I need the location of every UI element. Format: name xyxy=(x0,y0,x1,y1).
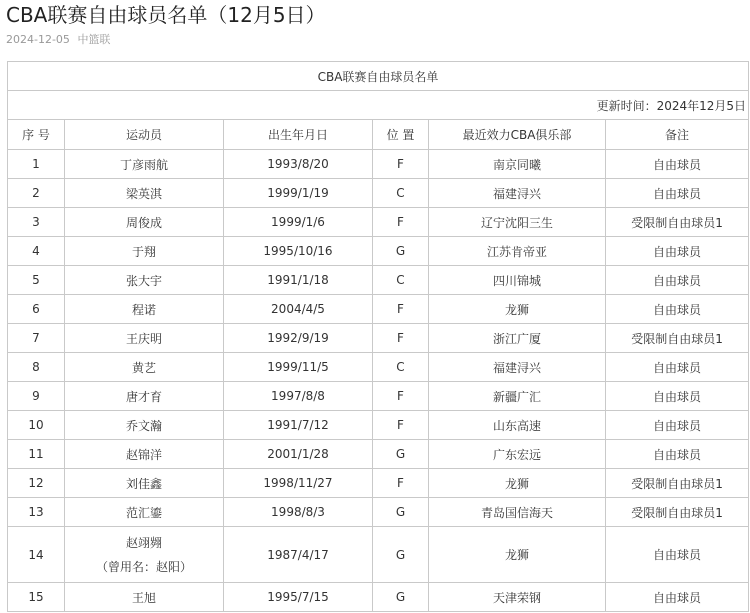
cell-club: 龙狮 xyxy=(429,527,606,583)
cell-birthdate: 1995/7/15 xyxy=(224,583,373,612)
cell-number: 11 xyxy=(8,440,65,469)
cell-note: 受限制自由球员1 xyxy=(606,324,749,353)
cell-club: 天津荣钢 xyxy=(429,583,606,612)
cell-note: 自由球员 xyxy=(606,353,749,382)
table-body xyxy=(8,150,749,612)
cell-birthdate: 2004/4/5 xyxy=(224,295,373,324)
table-update-row xyxy=(8,91,749,120)
cell-position: F xyxy=(373,324,429,353)
cell-position: F xyxy=(373,382,429,411)
cell-position: G xyxy=(373,440,429,469)
cell-birthdate: 1999/1/6 xyxy=(224,208,373,237)
cell-player: 范汇鎏 xyxy=(65,498,224,527)
source-link[interactable]: 中篮联 xyxy=(77,33,111,46)
cell-birthdate: 1991/7/12 xyxy=(224,411,373,440)
cell-player xyxy=(65,527,224,583)
cell-club: 辽宁沈阳三生 xyxy=(429,208,606,237)
publish-date: 2024-12-05 xyxy=(6,33,70,46)
cell-note: 自由球员 xyxy=(606,179,749,208)
cell-position: F xyxy=(373,208,429,237)
cell-birthdate: 1993/8/20 xyxy=(224,150,373,179)
cell-note: 自由球员 xyxy=(606,266,749,295)
cell-player: 王庆明 xyxy=(65,324,224,353)
cell-birthdate: 1991/1/18 xyxy=(224,266,373,295)
cell-birthdate: 1998/11/27 xyxy=(224,469,373,498)
cell-position: C xyxy=(373,266,429,295)
cell-number: 9 xyxy=(8,382,65,411)
table-row xyxy=(8,382,749,411)
table-row xyxy=(8,208,749,237)
cell-player: 赵锦洋 xyxy=(65,440,224,469)
cell-player: 唐才育 xyxy=(65,382,224,411)
cell-club: 浙江广厦 xyxy=(429,324,606,353)
cell-club: 新疆广汇 xyxy=(429,382,606,411)
table-row xyxy=(8,583,749,612)
table-row xyxy=(8,440,749,469)
cell-player: 梁英淇 xyxy=(65,179,224,208)
cell-club: 福建浔兴 xyxy=(429,353,606,382)
cell-note: 受限制自由球员1 xyxy=(606,498,749,527)
cell-number: 13 xyxy=(8,498,65,527)
table-header-row xyxy=(8,120,749,150)
cell-number: 7 xyxy=(8,324,65,353)
cell-club: 青岛国信海天 xyxy=(429,498,606,527)
cell-player: 程诺 xyxy=(65,295,224,324)
cell-position: F xyxy=(373,469,429,498)
cell-position: F xyxy=(373,411,429,440)
cell-club: 福建浔兴 xyxy=(429,179,606,208)
cell-note: 自由球员 xyxy=(606,382,749,411)
table-row xyxy=(8,266,749,295)
cell-number: 4 xyxy=(8,237,65,266)
cell-position: G xyxy=(373,498,429,527)
cell-note: 受限制自由球员1 xyxy=(606,208,749,237)
header-note: 备注 xyxy=(606,120,749,150)
cell-player: 周俊成 xyxy=(65,208,224,237)
cell-club: 龙狮 xyxy=(429,469,606,498)
cell-number: 14 xyxy=(8,527,65,583)
table-row xyxy=(8,469,749,498)
free-agent-table xyxy=(7,61,749,612)
cell-club: 龙狮 xyxy=(429,295,606,324)
cell-birthdate: 1999/1/19 xyxy=(224,179,373,208)
cell-note: 自由球员 xyxy=(606,237,749,266)
header-position: 位 置 xyxy=(373,120,429,150)
cell-club: 四川锦城 xyxy=(429,266,606,295)
cell-number: 1 xyxy=(8,150,65,179)
table-row xyxy=(8,527,749,583)
cell-position: G xyxy=(373,237,429,266)
header-birthdate: 出生年月日 xyxy=(224,120,373,150)
table-row xyxy=(8,179,749,208)
cell-number: 12 xyxy=(8,469,65,498)
article-title: CBA联赛自由球员名单（12月5日） xyxy=(6,3,326,27)
cell-player: 于翔 xyxy=(65,237,224,266)
cell-position: F xyxy=(373,295,429,324)
cell-club: 江苏肯帝亚 xyxy=(429,237,606,266)
cell-note: 自由球员 xyxy=(606,150,749,179)
cell-player: 刘佳鑫 xyxy=(65,469,224,498)
cell-note: 受限制自由球员1 xyxy=(606,469,749,498)
cell-birthdate: 1987/4/17 xyxy=(224,527,373,583)
cell-number: 2 xyxy=(8,179,65,208)
cell-position: C xyxy=(373,179,429,208)
cell-number: 5 xyxy=(8,266,65,295)
cell-birthdate: 1995/10/16 xyxy=(224,237,373,266)
player-former-name: （曾用名：赵阳） xyxy=(95,559,192,574)
table-row xyxy=(8,498,749,527)
cell-player: 王旭 xyxy=(65,583,224,612)
cell-player: 乔文瀚 xyxy=(65,411,224,440)
cell-note: 自由球员 xyxy=(606,440,749,469)
cell-club: 山东高速 xyxy=(429,411,606,440)
cell-note: 自由球员 xyxy=(606,527,749,583)
cell-number: 6 xyxy=(8,295,65,324)
cell-birthdate: 1999/11/5 xyxy=(224,353,373,382)
cell-player: 张大宇 xyxy=(65,266,224,295)
cell-number: 10 xyxy=(8,411,65,440)
free-agent-table-wrapper xyxy=(7,61,748,612)
cell-position: G xyxy=(373,527,429,583)
cell-birthdate: 1998/8/3 xyxy=(224,498,373,527)
cell-note: 自由球员 xyxy=(606,295,749,324)
table-row xyxy=(8,150,749,179)
table-row xyxy=(8,295,749,324)
cell-birthdate: 1997/8/8 xyxy=(224,382,373,411)
cell-note: 自由球员 xyxy=(606,583,749,612)
cell-club: 广东宏远 xyxy=(429,440,606,469)
table-row xyxy=(8,324,749,353)
header-player: 运动员 xyxy=(65,120,224,150)
article-meta xyxy=(6,32,110,48)
cell-player: 黄艺 xyxy=(65,353,224,382)
cell-position: F xyxy=(373,150,429,179)
update-time: 更新时间：2024年12月5日 xyxy=(8,91,749,120)
cell-club: 南京同曦 xyxy=(429,150,606,179)
player-name: 赵翊翙 xyxy=(125,535,162,550)
table-row xyxy=(8,353,749,382)
cell-birthdate: 2001/1/28 xyxy=(224,440,373,469)
cell-position: G xyxy=(373,583,429,612)
cell-number: 3 xyxy=(8,208,65,237)
cell-number: 8 xyxy=(8,353,65,382)
cell-note: 自由球员 xyxy=(606,411,749,440)
table-row xyxy=(8,237,749,266)
cell-number: 15 xyxy=(8,583,65,612)
table-row xyxy=(8,411,749,440)
table-caption-row xyxy=(8,62,749,91)
cell-position: C xyxy=(373,353,429,382)
header-number: 序 号 xyxy=(8,120,65,150)
header-club: 最近效力CBA俱乐部 xyxy=(429,120,606,150)
table-caption: CBA联赛自由球员名单 xyxy=(8,62,749,91)
cell-player: 丁彦雨航 xyxy=(65,150,224,179)
cell-birthdate: 1992/9/19 xyxy=(224,324,373,353)
